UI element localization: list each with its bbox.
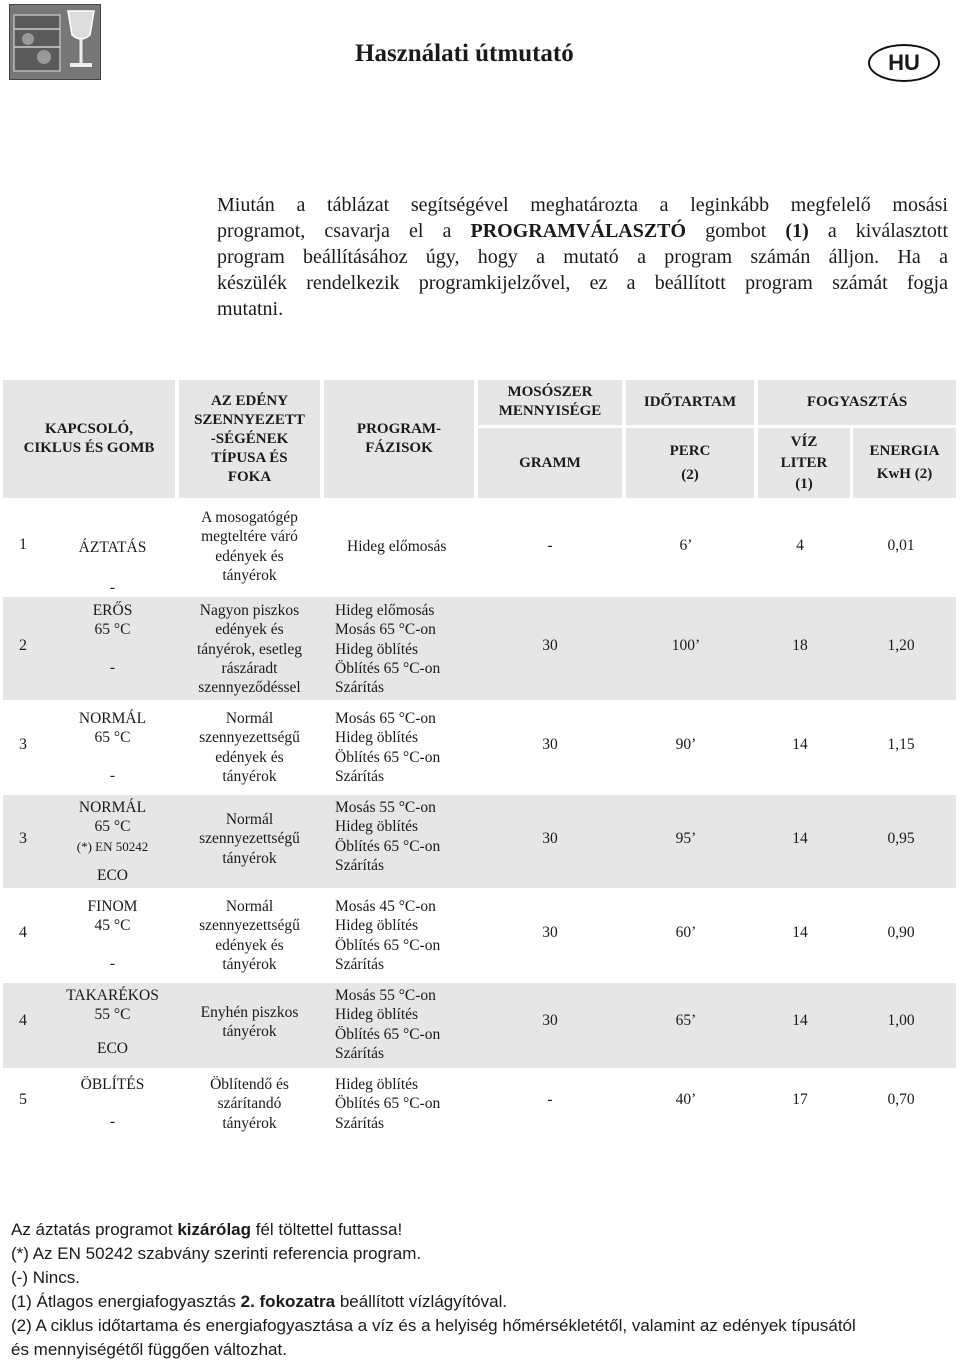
water-liters: 14 [792,924,808,941]
soil-description: Enyhén piszkos tányérok [200,1004,299,1041]
header-duration-unit: PERC (2) [626,428,754,498]
energy-kwh: 1,00 [887,1012,915,1029]
header-consumption: FOGYASZTÁS [758,380,956,425]
program-phases: Mosás 65 °C-on Hideg öblítés Öblítés 65 °C-on Szárítás [335,710,441,785]
soil-description: Normál szennyezettségű tányérok [199,811,300,867]
switch-setting: NORMÁL 65 °C (*) EN 50242 ECO [76,799,149,884]
soil-description: Normál szennyezettségű edények és tányérok [199,710,300,785]
energy-kwh: 1,15 [887,736,915,753]
program-phases: Hideg öblítés Öblítés 65 °C-on Szárítás [335,1076,441,1132]
detergent-grams: - [547,1091,553,1108]
footnote: (2) A ciklus időtartama és energiafogyasztása a víz és a helyiség hőmérsékletétől, valamint az edények típusától [11,1316,856,1335]
footnote: Az áztatás programot kizárólag fél töltettel futtassa! [11,1220,403,1239]
header-soil-type: AZ EDÉNY SZENNYEZETT -SÉGÉNEK TÍPUSA ÉS FOKA [179,380,320,498]
soil-description: A mosogatógép megteltére váró edények és tányérok [201,509,298,584]
switch-setting: NORMÁL 65 °C - [78,710,147,784]
intro-line: Miután a táblázat segítségével meghatározta a leginkább megfelelő mosási [217,194,948,216]
energy-kwh: 0,01 [887,537,915,554]
program-phases: Mosás 55 °C-on Hideg öblítés Öblítés 65 °C-on Szárítás [335,799,441,874]
water-liters: 14 [792,830,808,847]
page-title: Használati útmutató [355,40,574,67]
energy-kwh: 0,90 [887,924,915,941]
duration-minutes: 65’ [675,1012,697,1029]
water-liters: 14 [792,1012,808,1029]
switch-setting: FINOM 45 °C - [87,898,138,972]
header-energy: ENERGIA KwH (2) [853,428,956,498]
detergent-grams: 30 [542,830,558,847]
detergent-grams: 30 [542,736,558,753]
intro-paragraph [217,192,948,322]
switch-setting: ÖBLÍTÉS - [80,1076,145,1131]
detergent-grams: 30 [542,637,558,654]
water-liters: 18 [792,637,808,654]
header-program-phases: PROGRAM- FÁZISOK [324,380,474,498]
duration-minutes: 40’ [675,1091,697,1108]
duration-minutes: 90’ [675,736,697,753]
footnotes [11,1218,951,1362]
header-switch: KAPCSOLÓ, CIKLUS ÉS GOMB [3,380,175,498]
header-duration: IDŐTARTAM [626,380,754,425]
program-number: 2 [19,637,27,654]
switch-setting: ÁZTATÁS - [78,539,147,596]
duration-minutes: 95’ [675,830,697,847]
program-number: 4 [19,924,27,941]
energy-kwh: 0,95 [887,830,915,847]
energy-kwh: 1,20 [887,637,915,654]
duration-minutes: 6’ [679,537,693,554]
manual-logo-image [9,4,101,80]
header-detergent: MOSÓSZER MENNYISÉGE [478,380,622,425]
header-water: VÍZ LITER (1) [758,428,850,498]
intro-line: mutatni. [217,298,284,320]
energy-kwh: 0,70 [887,1091,915,1108]
intro-line: program beállításához úgy, hogy a mutató a program számán álljon. Ha a [217,246,948,268]
program-number: 1 [19,536,27,553]
program-phases: Hideg előmosás [347,538,447,555]
water-liters: 14 [792,736,808,753]
footnote: (1) Átlagos energiafogyasztás 2. fokozatra beállított vízlágyítóval. [11,1292,508,1311]
duration-minutes: 60’ [675,924,697,941]
detergent-grams: - [547,537,553,554]
program-number: 4 [19,1012,27,1029]
header-detergent-unit: GRAMM [478,428,622,498]
detergent-grams: 30 [542,1012,558,1029]
intro-line: programot, csavarja el a PROGRAMVÁLASZTÓ gombot (1) a kiválasztott [217,220,948,242]
water-liters: 17 [792,1091,808,1108]
intro-line: készülék rendelkezik programkijelzővel, ez a beállított program számát fogja [217,272,948,294]
footnote: (-) Nincs. [11,1268,80,1287]
detergent-grams: 30 [542,924,558,941]
program-number: 3 [19,736,27,753]
water-liters: 4 [796,537,804,554]
language-badge: HU [868,44,940,82]
duration-minutes: 100’ [671,637,701,654]
switch-setting: ERŐS 65 °C - [92,602,133,676]
program-phases: Mosás 55 °C-on Hideg öblítés Öblítés 65 °C-on Szárítás [335,987,441,1062]
footnote: (*) Az EN 50242 szabvány szerinti referencia program. [11,1244,422,1263]
program-number: 5 [19,1091,27,1108]
program-number: 3 [19,830,27,847]
soil-description: Nagyon piszkos edények és tányérok, esetleg rászáradt szennyeződéssel [196,602,302,697]
footnote: és mennyiségétől függően változhat. [11,1340,287,1359]
program-phases: Mosás 45 °C-on Hideg öblítés Öblítés 65 °C-on Szárítás [335,898,441,973]
switch-setting: TAKARÉKOS 55 °C ECO [66,987,159,1057]
program-phases: Hideg előmosás Mosás 65 °C-on Hideg öblítés Öblítés 65 °C-on Szárítás [335,602,441,697]
soil-description: Öblítendő és szárítandó tányérok [210,1076,289,1132]
soil-description: Normál szennyezettségű edények és tányérok [199,898,300,973]
program-selector-term: PROGRAMVÁLASZTÓ [470,220,687,242]
